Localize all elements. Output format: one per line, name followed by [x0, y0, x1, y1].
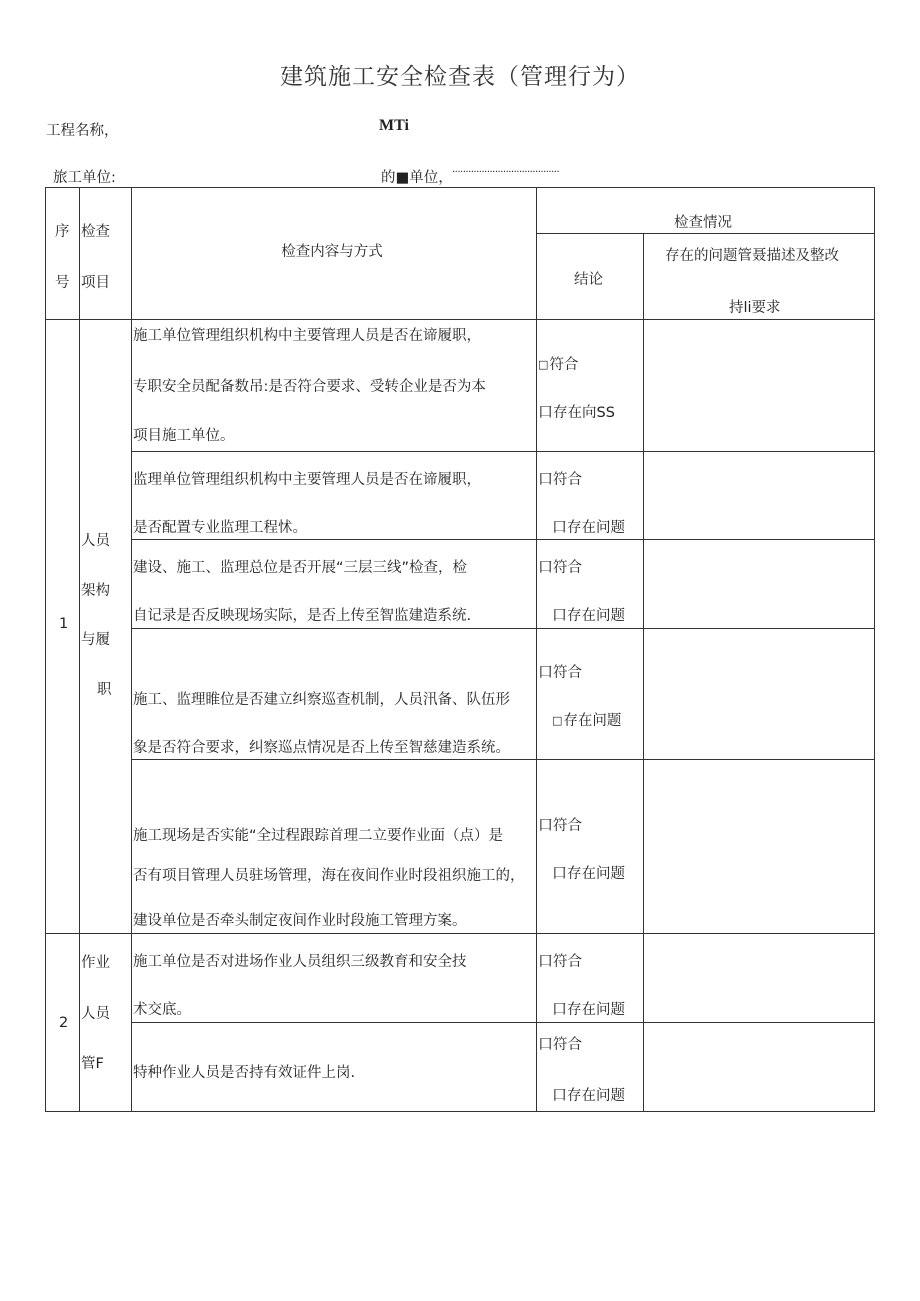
- group-1-item-line: 职: [97, 682, 112, 698]
- issue-cell[interactable]: [644, 540, 875, 629]
- option-label: 符合: [549, 357, 579, 373]
- content-cell: [132, 1023, 537, 1112]
- project-name-label: 工程名称，: [46, 123, 119, 139]
- group-1-item-line: 人员: [81, 533, 110, 549]
- content-line: 施工现场是否实能“全过程跟踪首理二立要作业面（点）是: [133, 828, 504, 844]
- header-issue-line2: 持li要求: [729, 300, 781, 316]
- checkbox-icon[interactable]: [552, 713, 563, 729]
- content-line: 建设单位是否牵头制定夜间作业时段施工管理方案。: [133, 913, 467, 929]
- group-1-item-line: 与履: [81, 632, 110, 648]
- option-label: 符合: [553, 1037, 583, 1053]
- content-cell: [132, 934, 537, 1023]
- checkbox-icon[interactable]: [552, 608, 567, 624]
- issue-cell[interactable]: [644, 934, 875, 1023]
- content-line: 特种作业人员是否持有效证件上岗.: [133, 1065, 356, 1081]
- option-conform[interactable]: [538, 556, 582, 577]
- group-2-seq-cell: [46, 934, 80, 1112]
- option-label: 存在问题: [567, 1088, 626, 1104]
- option-label: 存在问题: [567, 866, 626, 882]
- content-line: 自记录是否反映现场实际，是否上传至智监建造系统.: [133, 608, 472, 624]
- header-content: 检查内容与方式: [281, 243, 383, 260]
- content-cell: [132, 760, 537, 934]
- header-conclusion-cell: [537, 234, 644, 320]
- content-line: 术交底。: [133, 1002, 191, 1018]
- option-label: 存在问题: [563, 713, 622, 729]
- option-label: 符合: [553, 560, 583, 576]
- content-line: 监理单位管理组织机构中主要管理人员是否在谛履职，: [133, 472, 481, 488]
- table-row: [46, 452, 875, 540]
- header-row: [46, 188, 875, 234]
- option-label: 符合: [553, 472, 583, 488]
- conclusion-cell: [537, 629, 644, 760]
- option-issue[interactable]: [552, 862, 625, 883]
- checkbox-icon[interactable]: [552, 520, 567, 536]
- checkbox-icon[interactable]: [552, 1088, 567, 1104]
- header-item-top: 检查: [81, 224, 110, 240]
- table-row: [46, 934, 875, 1023]
- group-2-item-line: 管F: [81, 1056, 104, 1072]
- header-seq-bottom: 号: [55, 275, 70, 291]
- header-issue-cell: [644, 234, 875, 320]
- content-line: 施工、监理睢位是否建立纠察巡查机制，人员汛备、队伍形: [133, 692, 510, 708]
- project-name-value: MTi: [379, 117, 409, 134]
- content-line: 是否配置专业监理工程怵。: [133, 520, 307, 536]
- checkbox-icon[interactable]: [538, 405, 553, 421]
- content-line: 否有项目管理人员驻场管理，海在夜间作业时段祖织施工的，: [133, 868, 525, 884]
- checkbox-icon[interactable]: [538, 472, 553, 488]
- group-1-seq-cell: [46, 320, 80, 934]
- content-cell: [132, 629, 537, 760]
- content-cell: [132, 540, 537, 629]
- header-item-bottom: 项目: [81, 275, 110, 291]
- group-2-item-line: 人员: [81, 1006, 110, 1022]
- group-1-item-cell: [80, 320, 132, 934]
- option-label: 符合: [553, 954, 583, 970]
- conclusion-cell: [537, 540, 644, 629]
- checkbox-icon[interactable]: [538, 818, 553, 834]
- checkbox-icon[interactable]: [538, 560, 553, 576]
- table-row: [46, 540, 875, 629]
- content-cell: [132, 452, 537, 540]
- conclusion-cell: [537, 934, 644, 1023]
- checkbox-icon[interactable]: [538, 954, 553, 970]
- conclusion-cell: [537, 452, 644, 540]
- supervisor-value-dots: ........................................: [452, 164, 560, 175]
- issue-cell[interactable]: [644, 760, 875, 934]
- group-1-seq: 1: [59, 616, 69, 632]
- inspection-table: [45, 187, 875, 1112]
- option-conform[interactable]: [538, 468, 582, 489]
- issue-cell[interactable]: [644, 320, 875, 452]
- header-status-cell: [537, 188, 875, 234]
- option-conform[interactable]: [538, 950, 582, 971]
- option-label: 存在问题: [567, 608, 626, 624]
- table-row: [46, 320, 875, 452]
- header-conclusion: 结论: [574, 272, 603, 288]
- header-seq-cell: [46, 188, 80, 320]
- header-item-cell: [80, 188, 132, 320]
- group-2-item-cell: [80, 934, 132, 1112]
- conclusion-cell: [537, 320, 644, 452]
- header-issue-line1: 存在的问题管聂描述及整改: [665, 248, 839, 264]
- contractor-label: 旅工单位:: [53, 170, 116, 186]
- option-label: 存在问题: [567, 1002, 626, 1018]
- option-issue[interactable]: [538, 401, 615, 422]
- supervisor-label: 的■单位，: [381, 170, 453, 186]
- option-label: 符合: [553, 665, 583, 681]
- conclusion-cell: [537, 1023, 644, 1112]
- option-label: 存在向SS: [553, 405, 615, 421]
- option-issue[interactable]: [552, 709, 621, 730]
- checkbox-icon[interactable]: [538, 357, 549, 373]
- issue-cell[interactable]: [644, 452, 875, 540]
- content-line: 施工单位管理组织机构中主要管理人员是否在谛履职，: [133, 328, 481, 344]
- header-content-cell: [132, 188, 537, 320]
- checkbox-icon[interactable]: [552, 1002, 567, 1018]
- header-seq-top: 序: [55, 224, 70, 240]
- group-2-item-line: 作业: [81, 955, 110, 971]
- group-2-seq: 2: [59, 1015, 69, 1031]
- content-line: 专职安全员配备数吊:是否符合要求、受转企业是否为本: [133, 379, 486, 395]
- option-label: 存在问题: [567, 520, 626, 536]
- content-line: 建设、施工、监理总位是否开展“三层三线”检查，检: [133, 560, 468, 576]
- option-issue[interactable]: [552, 516, 625, 537]
- conclusion-cell: [537, 760, 644, 934]
- header-status: 检查情况: [674, 215, 732, 231]
- option-conform[interactable]: [538, 814, 582, 835]
- content-line: 项目施工单位。: [133, 428, 235, 444]
- option-conform[interactable]: [538, 661, 582, 682]
- checkbox-icon[interactable]: [538, 665, 553, 681]
- option-conform[interactable]: [538, 1033, 582, 1054]
- table-row: [46, 629, 875, 760]
- option-conform[interactable]: [538, 353, 578, 374]
- content-cell: [132, 320, 537, 452]
- option-issue[interactable]: [552, 998, 625, 1019]
- issue-cell[interactable]: [644, 1023, 875, 1112]
- issue-cell[interactable]: [644, 629, 875, 760]
- option-label: 符合: [553, 818, 583, 834]
- table-row: [46, 1023, 875, 1112]
- checkbox-icon[interactable]: [538, 1037, 553, 1053]
- group-1-item-line: 架构: [81, 583, 110, 599]
- page-title: 建筑施工安全检查表（管理行为）: [280, 64, 640, 90]
- checkbox-icon[interactable]: [552, 866, 567, 882]
- content-line: 施工单位是否对进场作业人员组织三级教育和安全技: [133, 954, 467, 970]
- table-row: [46, 760, 875, 934]
- option-issue[interactable]: [552, 604, 625, 625]
- option-issue[interactable]: [552, 1084, 625, 1105]
- content-line: 象是否符合要求，纠察巡点情况是否上传至智慈建造系统。: [133, 740, 510, 756]
